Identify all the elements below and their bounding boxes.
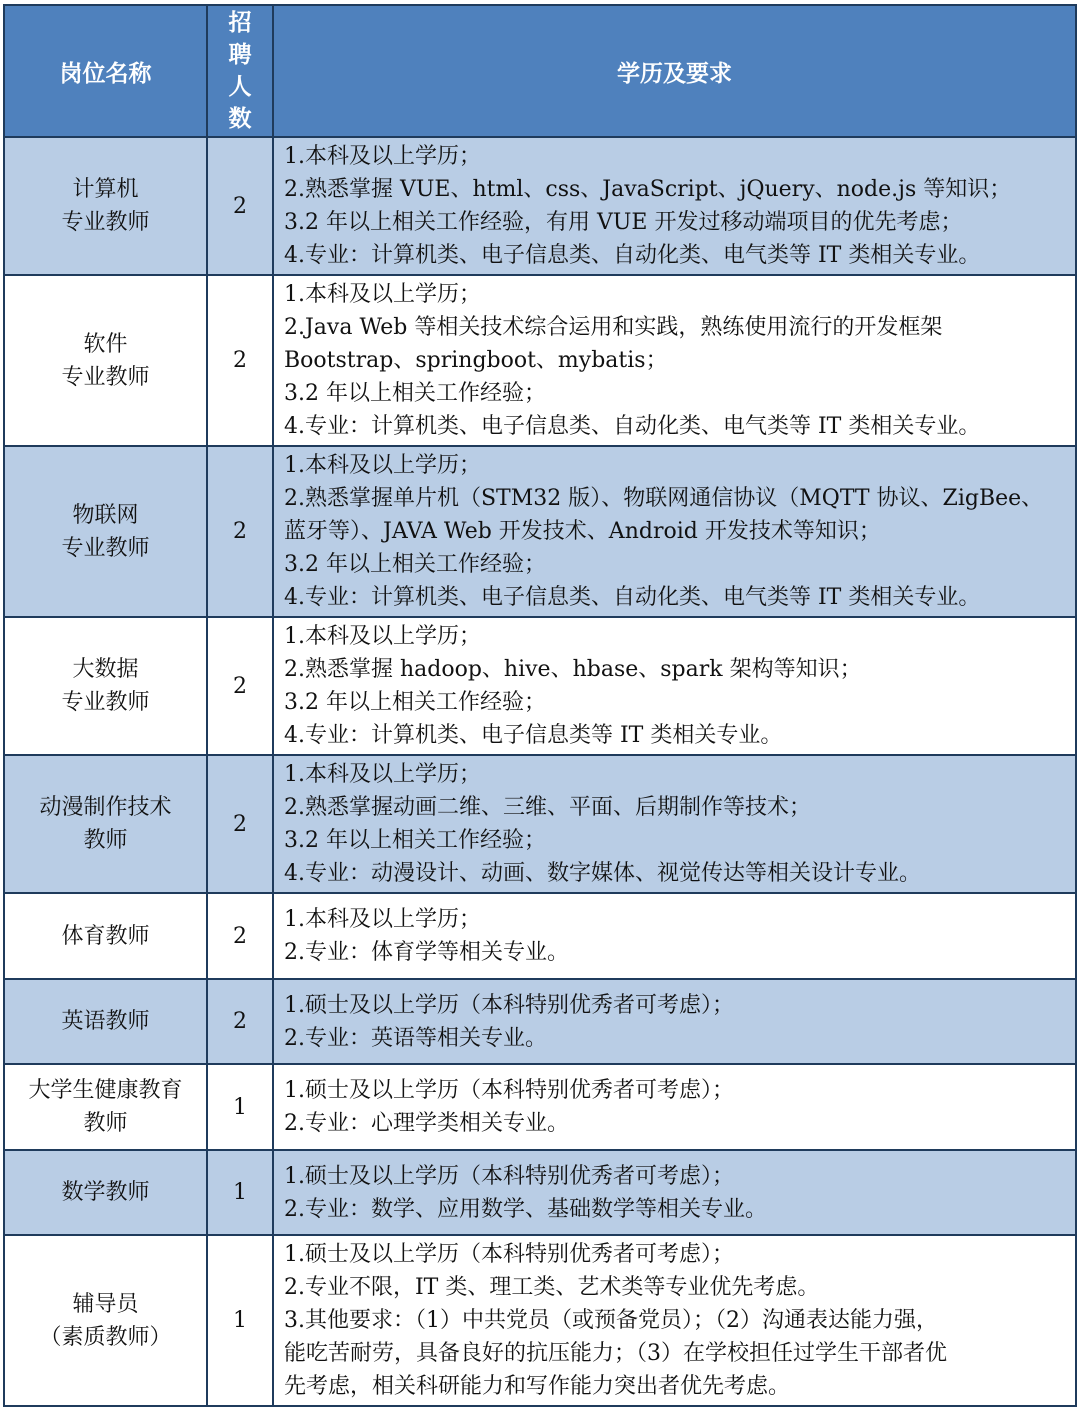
position-name-line: 大学生健康教育 xyxy=(28,1078,183,1103)
recruitment-table-container xyxy=(3,4,1075,1407)
table-row xyxy=(4,755,1076,893)
requirement-line: 2.专业：英语等相关专业。 xyxy=(284,1025,547,1051)
requirement-line: 1.本科及以上学历； xyxy=(284,762,481,787)
requirement-line: 2.Java Web 等相关技术综合运用和实践，熟练使用流行的开发框架 xyxy=(284,315,943,340)
table-row xyxy=(4,893,1076,979)
requirement-line: 能吃苦耐劳，具备良好的抗压能力；（3）在学校担任过学生干部者优 xyxy=(284,1341,947,1366)
position-name-line: 专业教师 xyxy=(61,535,150,561)
requirement-line: 3.2 年以上相关工作经验； xyxy=(284,381,546,406)
position-name-cell xyxy=(4,446,207,617)
requirement-line: 2.专业：心理学类相关专业。 xyxy=(284,1111,569,1136)
requirement-line: 4.专业：动漫设计、动画、数字媒体、视觉传达等相关设计专业。 xyxy=(284,861,921,886)
recruitment-table xyxy=(3,4,1077,1407)
position-name-cell xyxy=(4,755,207,893)
requirements-cell xyxy=(273,617,1076,755)
requirement-line: 2.熟悉掌握单片机（STM32 版）、物联网通信协议（MQTT 协议、ZigBee、 xyxy=(284,486,1044,511)
requirement-line: 3.2 年以上相关工作经验，有用 VUE 开发过移动端项目的优先考虑； xyxy=(284,210,963,235)
headcount-cell: 2 xyxy=(207,446,273,617)
table-header-row xyxy=(4,5,1076,137)
requirement-line: 4.专业：计算机类、电子信息类、自动化类、电气类等 IT 类相关专业。 xyxy=(284,243,981,268)
requirement-line: 1.本科及以上学历； xyxy=(284,624,481,649)
headcount-cell: 1 xyxy=(207,1064,273,1150)
headcount-cell: 2 xyxy=(207,137,273,275)
header-count xyxy=(207,5,273,137)
position-name-cell xyxy=(4,137,207,275)
position-name-line: 专业教师 xyxy=(61,210,150,235)
headcount-cell: 1 xyxy=(207,1235,273,1406)
requirement-line: 3.其他要求：（1）中共党员（或预备党员）；（2）沟通表达能力强， xyxy=(284,1308,938,1333)
position-name-line: 软件 xyxy=(83,331,128,357)
table-row xyxy=(4,1235,1076,1406)
header-count-char: 人 xyxy=(228,74,252,100)
position-name-line: 计算机 xyxy=(72,177,139,202)
requirement-line: 2.熟悉掌握动画二维、三维、平面、后期制作等技术； xyxy=(284,795,811,820)
position-name-line: 专业教师 xyxy=(61,690,150,715)
position-name-cell xyxy=(4,1235,207,1406)
requirement-line: 1.本科及以上学历； xyxy=(284,453,481,478)
position-name-cell xyxy=(4,617,207,755)
table-row xyxy=(4,1064,1076,1150)
requirement-line: 3.2 年以上相关工作经验； xyxy=(284,552,546,577)
header-position: 岗位名称 xyxy=(4,5,207,137)
position-name-line: 专业教师 xyxy=(61,364,150,390)
table-row xyxy=(4,446,1076,617)
requirements-cell xyxy=(273,979,1076,1064)
position-name-cell xyxy=(4,1064,207,1150)
headcount-cell: 2 xyxy=(207,893,273,979)
requirement-line: Bootstrap、springboot、mybatis； xyxy=(284,348,668,373)
position-name-line: 大数据 xyxy=(72,657,139,682)
table-row xyxy=(4,275,1076,446)
position-name-line: 体育教师 xyxy=(61,923,150,949)
position-name-line: 教师 xyxy=(83,1111,128,1136)
requirement-line: 3.2 年以上相关工作经验； xyxy=(284,828,546,853)
header-count-char: 招 xyxy=(228,10,252,36)
requirement-line: 4.专业：计算机类、电子信息类等 IT 类相关专业。 xyxy=(284,723,783,748)
requirement-line: 4.专业：计算机类、电子信息类、自动化类、电气类等 IT 类相关专业。 xyxy=(284,585,981,610)
position-name-cell xyxy=(4,1150,207,1235)
table-row xyxy=(4,617,1076,755)
table-row xyxy=(4,979,1076,1064)
requirements-cell xyxy=(273,1064,1076,1150)
requirements-cell xyxy=(273,446,1076,617)
position-name-line: 教师 xyxy=(83,828,128,853)
requirement-line: 2.专业：体育学等相关专业。 xyxy=(284,940,569,965)
header-count-char: 聘 xyxy=(228,42,252,68)
header-requirements: 学历及要求 xyxy=(273,5,1076,137)
requirement-line: 1.硕士及以上学历（本科特别优秀者可考虑）； xyxy=(284,1242,734,1267)
requirements-cell xyxy=(273,755,1076,893)
requirements-cell xyxy=(273,137,1076,275)
table-row xyxy=(4,137,1076,275)
requirements-cell xyxy=(273,1150,1076,1235)
headcount-cell: 2 xyxy=(207,755,273,893)
requirement-line: 3.2 年以上相关工作经验； xyxy=(284,690,546,715)
requirements-cell xyxy=(273,1235,1076,1406)
header-count-char: 数 xyxy=(228,106,252,132)
position-name-line: 英语教师 xyxy=(61,1009,150,1034)
headcount-cell: 1 xyxy=(207,1150,273,1235)
requirement-line: 1.本科及以上学历； xyxy=(284,144,481,169)
requirement-line: 1.硕士及以上学历（本科特别优秀者可考虑）； xyxy=(284,1078,734,1103)
requirement-line: 2.熟悉掌握 VUE、html、css、JavaScript、jQuery、node.js 等知识； xyxy=(284,177,1012,202)
position-name-line: （素质教师） xyxy=(39,1324,172,1350)
requirement-line: 1.硕士及以上学历（本科特别优秀者可考虑）； xyxy=(284,992,734,1018)
requirement-line: 2.专业：数学、应用数学、基础数学等相关专业。 xyxy=(284,1196,767,1222)
position-name-line: 物联网 xyxy=(72,502,139,528)
position-name-line: 辅导员 xyxy=(72,1291,139,1317)
requirement-line: 1.本科及以上学历； xyxy=(284,282,481,307)
headcount-cell: 2 xyxy=(207,617,273,755)
requirement-line: 1.本科及以上学历； xyxy=(284,907,481,932)
requirements-cell xyxy=(273,275,1076,446)
position-name-cell xyxy=(4,893,207,979)
requirements-cell xyxy=(273,893,1076,979)
requirement-line: 1.硕士及以上学历（本科特别优秀者可考虑）； xyxy=(284,1163,734,1189)
position-name-line: 动漫制作技术 xyxy=(39,795,172,820)
requirement-line: 先考虑，相关科研能力和写作能力突出者优先考虑。 xyxy=(284,1374,791,1399)
requirement-line: 4.专业：计算机类、电子信息类、自动化类、电气类等 IT 类相关专业。 xyxy=(284,414,981,439)
requirement-line: 蓝牙等）、JAVA Web 开发技术、Android 开发技术等知识； xyxy=(284,519,881,544)
headcount-cell: 2 xyxy=(207,275,273,446)
requirement-line: 2.专业不限，IT 类、理工类、艺术类等专业优先考虑。 xyxy=(284,1275,820,1300)
table-row xyxy=(4,1150,1076,1235)
table-body xyxy=(4,137,1076,1406)
requirement-line: 2.熟悉掌握 hadoop、hive、hbase、spark 架构等知识； xyxy=(284,657,862,682)
position-name-cell xyxy=(4,275,207,446)
headcount-cell: 2 xyxy=(207,979,273,1064)
position-name-line: 数学教师 xyxy=(61,1180,150,1205)
position-name-cell xyxy=(4,979,207,1064)
